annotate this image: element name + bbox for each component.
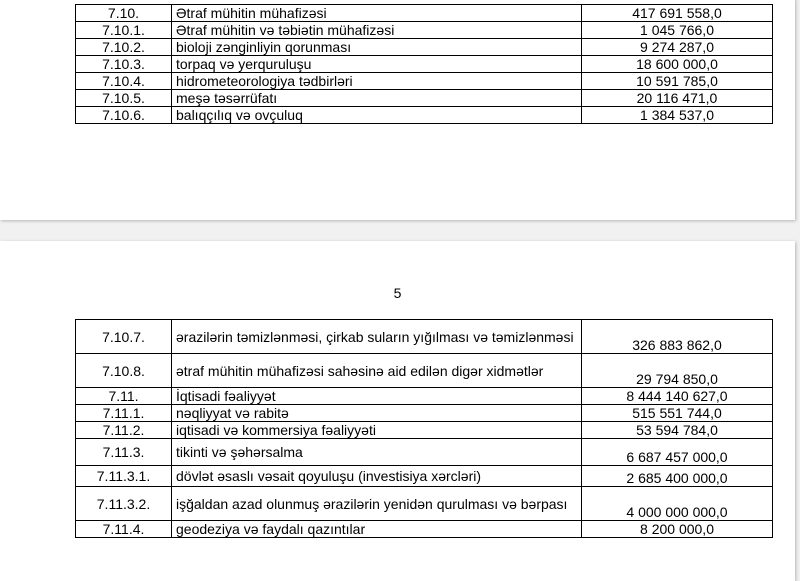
row-amount: 417 691 558,0 (582, 5, 773, 22)
table-row (76, 90, 773, 107)
budget-table-1 (75, 4, 773, 124)
row-code: 7.11.3.1. (76, 466, 172, 487)
row-amount: 2 685 400 000,0 (582, 466, 773, 487)
row-amount: 10 591 785,0 (582, 73, 773, 90)
table-row (76, 422, 773, 439)
table-row (76, 354, 773, 388)
table-row (76, 487, 773, 521)
row-amount: 20 116 471,0 (582, 90, 773, 107)
row-amount: 53 594 784,0 (582, 422, 773, 439)
row-code: 7.11. (76, 388, 172, 405)
row-name: tikinti və şəhərsalma (172, 439, 582, 466)
table-row (76, 73, 773, 90)
table-row (76, 466, 773, 487)
row-code: 7.10.6. (76, 107, 172, 124)
row-name: işğaldan azad olunmuş ərazilərin yenidən qurulması və bərpası (172, 487, 582, 521)
row-code: 7.10.1. (76, 22, 172, 39)
row-name: Ətraf mühitin mühafizəsi (172, 5, 582, 22)
row-name: meşə təsərrüfatı (172, 90, 582, 107)
table-row (76, 5, 773, 22)
document-page-1 (0, 0, 795, 220)
row-code: 7.10.2. (76, 39, 172, 56)
row-name: geodeziya və faydalı qazıntılar (172, 521, 582, 538)
row-name: dövlət əsaslı vəsait qoyuluşu (investisiya xərcləri) (172, 466, 582, 487)
row-name: iqtisadi və kommersiya fəaliyyəti (172, 422, 582, 439)
table-row (76, 405, 773, 422)
table-row (76, 521, 773, 538)
table-row (76, 56, 773, 73)
row-code: 7.10.4. (76, 73, 172, 90)
document-page-2 (0, 241, 795, 581)
row-amount: 515 551 744,0 (582, 405, 773, 422)
row-amount: 4 000 000 000,0 (582, 487, 773, 521)
row-code: 7.11.2. (76, 422, 172, 439)
row-name: torpaq və yerquruluşu (172, 56, 582, 73)
row-code: 7.10.8. (76, 354, 172, 388)
row-name: ərazilərin təmizlənməsi, çirkab suların yığılması və təmizlənməsi (172, 320, 582, 354)
row-name: ətraf mühitin mühafizəsi sahəsinə aid edilən digər xidmətlər (172, 354, 582, 388)
row-amount: 29 794 850,0 (582, 354, 773, 388)
row-name: Ətraf mühitin və təbiətin mühafizəsi (172, 22, 582, 39)
row-amount: 8 200 000,0 (582, 521, 773, 538)
row-amount: 18 600 000,0 (582, 56, 773, 73)
table-row (76, 22, 773, 39)
row-code: 7.10.7. (76, 320, 172, 354)
row-code: 7.11.3.2. (76, 487, 172, 521)
budget-table-2 (75, 319, 773, 538)
table-row (76, 320, 773, 354)
table-row (76, 388, 773, 405)
row-amount: 8 444 140 627,0 (582, 388, 773, 405)
row-name: hidrometeorologiya tədbirləri (172, 73, 582, 90)
row-amount: 6 687 457 000,0 (582, 439, 773, 466)
row-amount: 326 883 862,0 (582, 320, 773, 354)
row-name: İqtisadi fəaliyyət (172, 388, 582, 405)
table-row (76, 39, 773, 56)
page-number: 5 (393, 285, 402, 301)
table-row (76, 107, 773, 124)
row-name: bioloji zənginliyin qorunması (172, 39, 582, 56)
table-row (76, 439, 773, 466)
row-code: 7.11.3. (76, 439, 172, 466)
row-amount: 1 045 766,0 (582, 22, 773, 39)
row-name: nəqliyyat və rabitə (172, 405, 582, 422)
row-code: 7.10.5. (76, 90, 172, 107)
row-code: 7.11.1. (76, 405, 172, 422)
row-name: balıqçılıq və ovçuluq (172, 107, 582, 124)
row-code: 7.10. (76, 5, 172, 22)
row-code: 7.10.3. (76, 56, 172, 73)
row-amount: 1 384 537,0 (582, 107, 773, 124)
row-code: 7.11.4. (76, 521, 172, 538)
row-amount: 9 274 287,0 (582, 39, 773, 56)
